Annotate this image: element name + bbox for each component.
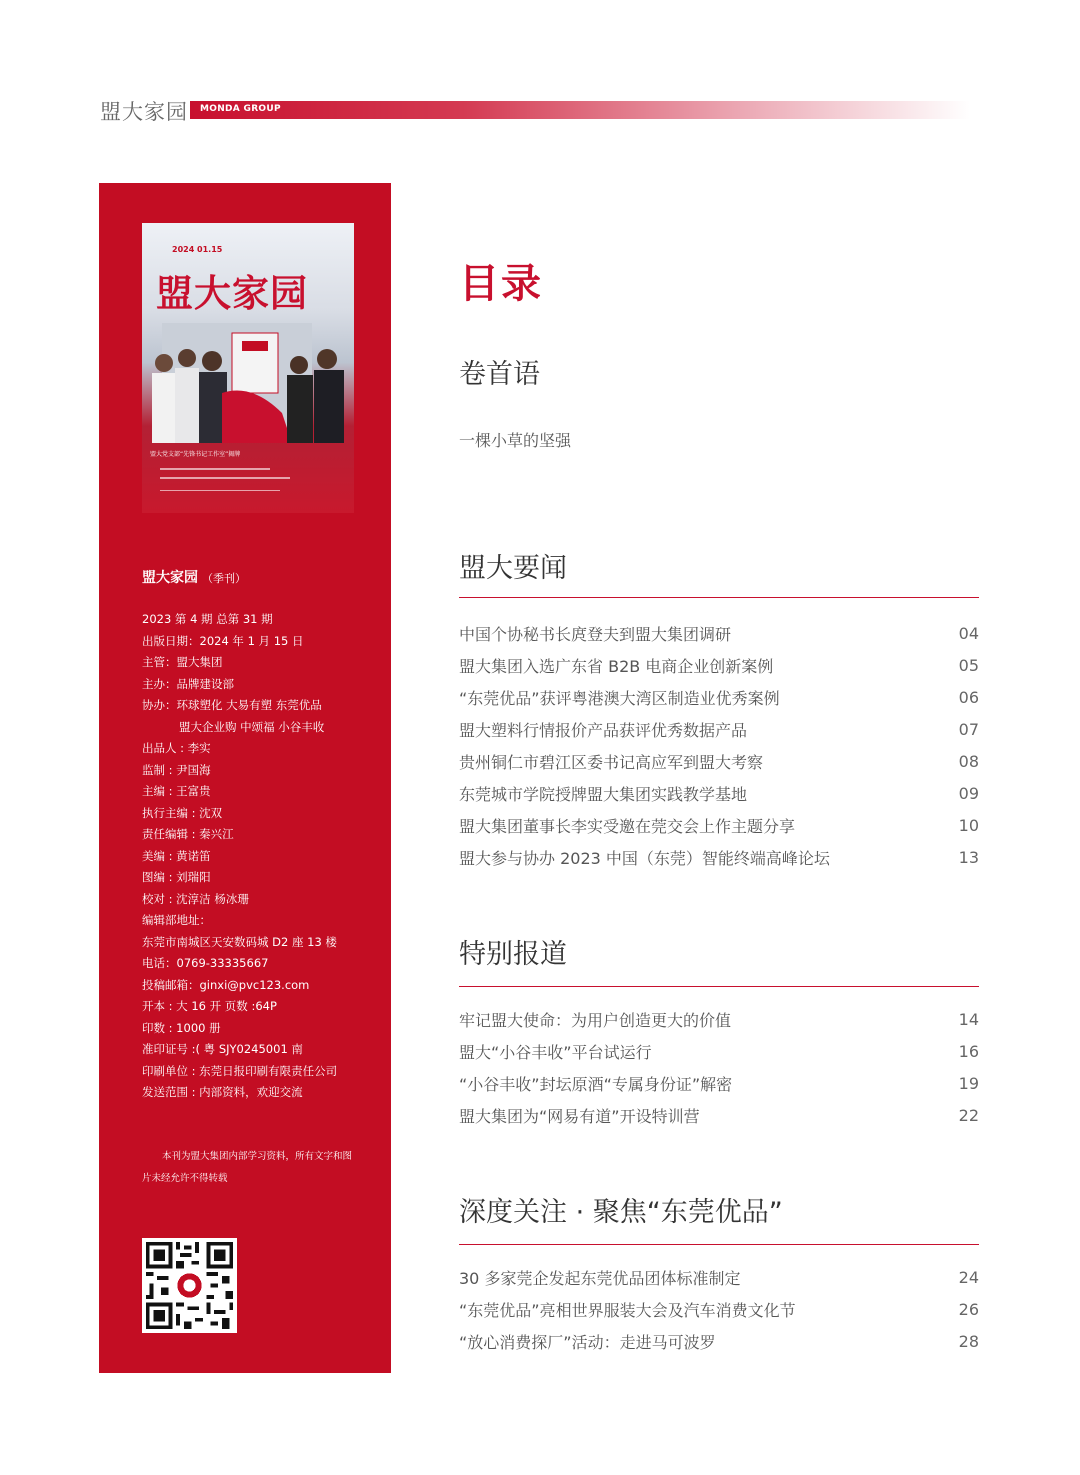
toc-title: 目录: [459, 261, 543, 307]
toc-item-title: “小谷丰收”封坛原酒“专属身份证”解密: [459, 1075, 733, 1094]
info-line: 责任编辑 : 秦兴江: [142, 827, 234, 841]
section-title: 特别报道: [459, 939, 567, 970]
toc-item[interactable]: [459, 686, 979, 712]
info-line: 印数 : 1000 册: [142, 1020, 221, 1035]
toc-item[interactable]: [459, 1008, 979, 1034]
cover-caption: 盟大党支部“先锋书记工作室”揭牌: [150, 451, 241, 458]
toc-item-page: 24: [958, 1268, 979, 1287]
info-line: 出品人 : 李实: [142, 741, 211, 755]
brand-label: MONDA GROUP: [200, 104, 281, 114]
info-line: 发送范围 : 内部资料，欢迎交流: [142, 1085, 303, 1099]
cover-photo: [142, 323, 354, 443]
toc-item[interactable]: [459, 1072, 979, 1098]
toc-item-page: 26: [958, 1300, 979, 1319]
toc-item-page: 05: [958, 656, 979, 675]
toc-item-title: 盟大“小谷丰收”平台试运行: [459, 1043, 652, 1062]
info-line: 印刷单位 : 东莞日报印刷有限责任公司: [142, 1063, 338, 1078]
info-line: 电话：0769-33335667: [142, 956, 269, 970]
toc-item-page: 14: [958, 1010, 979, 1029]
cover-title: 盟大家园: [156, 271, 308, 315]
header-title: 盟大家园: [100, 100, 188, 124]
toc-item-title: 30 多家莞企发起东莞优品团体标准制定: [459, 1269, 741, 1288]
section-divider: [459, 597, 979, 598]
info-line: 图编 : 刘瑞阳: [142, 870, 211, 884]
magazine-type: （季刊）: [202, 572, 246, 585]
info-line: 主编 : 王富贵: [142, 784, 211, 798]
toc-item-title: 中国个协秘书长庹登夫到盟大集团调研: [459, 625, 732, 644]
sidebar-panel: [99, 183, 391, 1373]
toc-item-title: 牢记盟大使命：为用户创造更大的价值: [459, 1011, 732, 1030]
toc-item[interactable]: [459, 1040, 979, 1066]
cover-text-line: [160, 490, 280, 491]
toc-item-lead[interactable]: 一棵小草的坚强: [459, 431, 572, 450]
toc-item-page: 08: [958, 752, 979, 771]
toc-item-page: 13: [958, 848, 979, 867]
publication-info: [142, 609, 337, 1104]
toc-item[interactable]: [459, 750, 979, 776]
info-line: 盟大企业购 中颂福 小谷丰收: [179, 719, 325, 734]
toc-item-title: “放心消费探厂”活动：走进马可波罗: [459, 1333, 716, 1352]
magazine-name-text: 盟大家园: [142, 570, 198, 586]
info-line: 监制 : 尹国海: [142, 762, 211, 777]
toc-item[interactable]: [459, 1266, 979, 1292]
section-divider: [459, 986, 979, 987]
toc-item[interactable]: [459, 846, 979, 872]
info-line: 出版日期：2024 年 1 月 15 日: [142, 633, 304, 648]
toc-item-title: 盟大集团为“网易有道”开设特训营: [459, 1107, 700, 1126]
info-line: 主办：品牌建设部: [142, 676, 234, 691]
toc-item-page: 04: [958, 624, 979, 643]
info-line: 校对 : 沈淳洁 杨冰珊: [142, 891, 249, 906]
header-bar: [190, 101, 970, 119]
info-line: 开本 : 大 16 开 页数 :64P: [142, 999, 277, 1013]
section-title: 卷首语: [459, 359, 540, 390]
toc-item-page: 09: [958, 784, 979, 803]
info-line: 投稿邮箱：ginxi@pvc123.com: [142, 977, 310, 992]
cover-text-line: [160, 468, 270, 470]
toc-item-page: 22: [958, 1106, 979, 1125]
toc-item-title: 盟大集团入选广东省 B2B 电商企业创新案例: [459, 657, 774, 676]
info-line: 美编 : 黄诺笛: [142, 848, 211, 863]
cover-text-line: [160, 477, 290, 479]
section-title: 盟大要闻: [459, 553, 567, 584]
info-line: 协办：环球塑化 大易有塑 东莞优品: [142, 698, 322, 712]
toc-item-page: 07: [958, 720, 979, 739]
qr-code-icon: [142, 1238, 237, 1333]
info-line: 编辑部地址：: [142, 913, 211, 927]
toc-item[interactable]: [459, 622, 979, 648]
info-line: 执行主编 : 沈双: [142, 805, 223, 820]
toc-item[interactable]: [459, 1330, 979, 1356]
toc-item[interactable]: [459, 782, 979, 808]
toc-item[interactable]: [459, 654, 979, 680]
toc-item[interactable]: [459, 814, 979, 840]
toc-item-title: 贵州铜仁市碧江区委书记高应军到盟大考察: [459, 753, 764, 772]
toc-item-page: 06: [958, 688, 979, 707]
toc-item-page: 10: [958, 816, 979, 835]
toc-item-title: 盟大集团董事长李实受邀在莞交会上作主题分享: [459, 817, 796, 836]
toc-item[interactable]: [459, 1298, 979, 1324]
section-title: 深度关注 · 聚焦“东莞优品”: [459, 1197, 783, 1228]
toc-item-page: 19: [958, 1074, 979, 1093]
toc-item[interactable]: [459, 1104, 979, 1130]
toc-item-title: “东莞优品”亮相世界服装大会及汽车消费文化节: [459, 1301, 796, 1320]
cover-image: [142, 223, 354, 513]
info-line: 准印证号 :( 粤 SJY0245001 南: [142, 1042, 303, 1056]
toc-item-page: 28: [958, 1332, 979, 1351]
info-line: 2023 第 4 期 总第 31 期: [142, 612, 273, 626]
section-divider: [459, 1244, 979, 1245]
toc-item-page: 16: [958, 1042, 979, 1061]
info-line: 主管：盟大集团: [142, 655, 223, 669]
magazine-name: [142, 567, 246, 587]
toc-item-title: “东莞优品”获评粤港澳大湾区制造业优秀案例: [459, 689, 780, 708]
copyright-notice: 本刊为盟大集团内部学习资料，所有文字和图片未经允许不得转载: [142, 1151, 353, 1184]
toc-item-title: 东莞城市学院授牌盟大集团实践教学基地: [459, 785, 748, 804]
toc-item-title: 盟大塑料行情报价产品获评优秀数据产品: [459, 721, 748, 740]
cover-date: 2024 01.15: [172, 245, 223, 254]
toc-item-title: 盟大参与协办 2023 中国（东莞）智能终端高峰论坛: [459, 849, 830, 868]
info-line: 东莞市南城区天安数码城 D2 座 13 楼: [142, 934, 337, 949]
toc-item[interactable]: [459, 718, 979, 744]
